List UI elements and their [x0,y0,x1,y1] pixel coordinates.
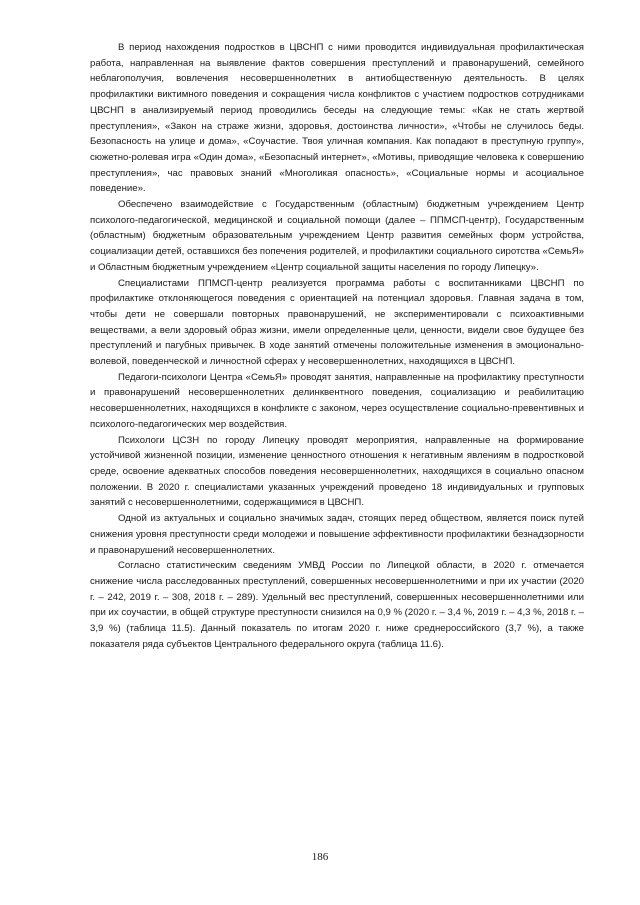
paragraph-interagency-cooperation: Обеспечено взаимодействие с Государственным (областным) бюджетным учреждением Центр психолого-педагогической, медицинской и социальной помощи (далее – ППМСП-центр), Государственным (областным) бюджетным образовательным учреждением Центр развития семейных форм устройства, социализации детей, оставшихся без попечения родителей, и профилактики социального сиротства «СемьЯ» и Областным бюджетным учреждением «Центр социальной защиты населения по городу Липецку». [90,199,584,273]
paragraph-relevant-social-task: Одной из актуальных и социально значимых задач, стоящих перед обществом, является поиск путей снижения уровня преступности среди молодежи и повышение эффективности профилактики безнадзорности и правонарушений несовершеннолетних. [90,513,584,556]
paragraph-cszn-psychologists: Психологи ЦСЗН по городу Липецку проводят мероприятия, направленные на формирование устойчивой жизненной позиции, изменение ценностного отношения к негативным явлениям в подростковой среде, освоение адекватных способов поведения несовершеннолетних, находящихся в социально опасном положении. В 2020 г. специалистами указанных учреждений проведено 18 индивидуальных и групповых занятий с несовершеннолетними, содержащимися в ЦВСНП. [90,434,584,509]
paragraph-individual-prevention-work: В период нахождения подростков в ЦВСНП с ними проводится индивидуальная профилактическая работа, направленная на выявление фактов совершения преступлений и правонарушений, семейного неблагополучия, вовлечения несовершеннолетних в антиобщественную деятельность. В целях профилактики виктимного поведения и сокращения числа конфликтов с участием подростков сотрудниками ЦВСНП в анализируемый период проводились беседы на следующие темы: «Как не стать жертвой преступления», «Закон на страже жизни, здоровья, достоинства личности», «Чтобы не случилось беды. Безопасность на улице и дома», «Соучастие. Твоя уличная компания. Как попадают в преступную группу», сюжетно-ролевая игра «Один дома», «Безопасный интернет», «Мотивы, приводящие человека к совершению преступления», час правовых знаний «Многоликая опасность», «Социальные нормы и асоциальное поведение». [90,42,584,195]
paragraph-semya-center-psychologists: Педагоги-психологи Центра «СемьЯ» проводят занятия, направленные на профилактику преступности и правонарушений несовершеннолетних делинквентного поведения, социализацию и реабилитацию несовершеннолетних, находящихся в конфликте с законом, через осуществление социально-превентивных и психолого-педагогических мер воздействия. [90,371,584,430]
paragraph-ppmsp-center-program: Специалистами ППМСП-центр реализуется программа работы с воспитанниками ЦВСНП по профилактике отклоняющегося поведения с ориентацией на потенциал здоровья. Главная задача в том, чтобы дети не совершали повторных правонарушений, не экспериментировали с психоактивными веществами, а вели здоровый образ жизни, имели определенные цели, ценности, видели свое будущее без преступлений и пагубных привычек. В ходе занятий отмечены положительные изменения в эмоционально-волевой, поведенческой и личностной сферах у несовершеннолетних, находящихся в ЦВСНП. [90,277,584,368]
page-number: 186 [311,851,329,863]
document-body [90,40,584,652]
paragraph-crime-statistics: Согласно статистическим сведениям УМВД России по Липецкой области, в 2020 г. отмечается снижение числа расследованных преступлений, совершенных несовершеннолетними и при их участии (2020 г. – 242, 2019 г. – 308, 2018 г. – 289). Удельный вес преступлений, совершенных несовершеннолетними или при их соучастии, в общей структуре преступности снизился на 0,9 % (2020 г. – 3,4 %, 2019 г. – 4,3 %, 2018 г. – 3,9 %) (таблица 11.5). Данный показатель по итогам 2020 г. ниже среднероссийского (3,7 %), а также показателя ряда субъектов Центрального федерального округа (таблица 11.6). [90,560,584,650]
